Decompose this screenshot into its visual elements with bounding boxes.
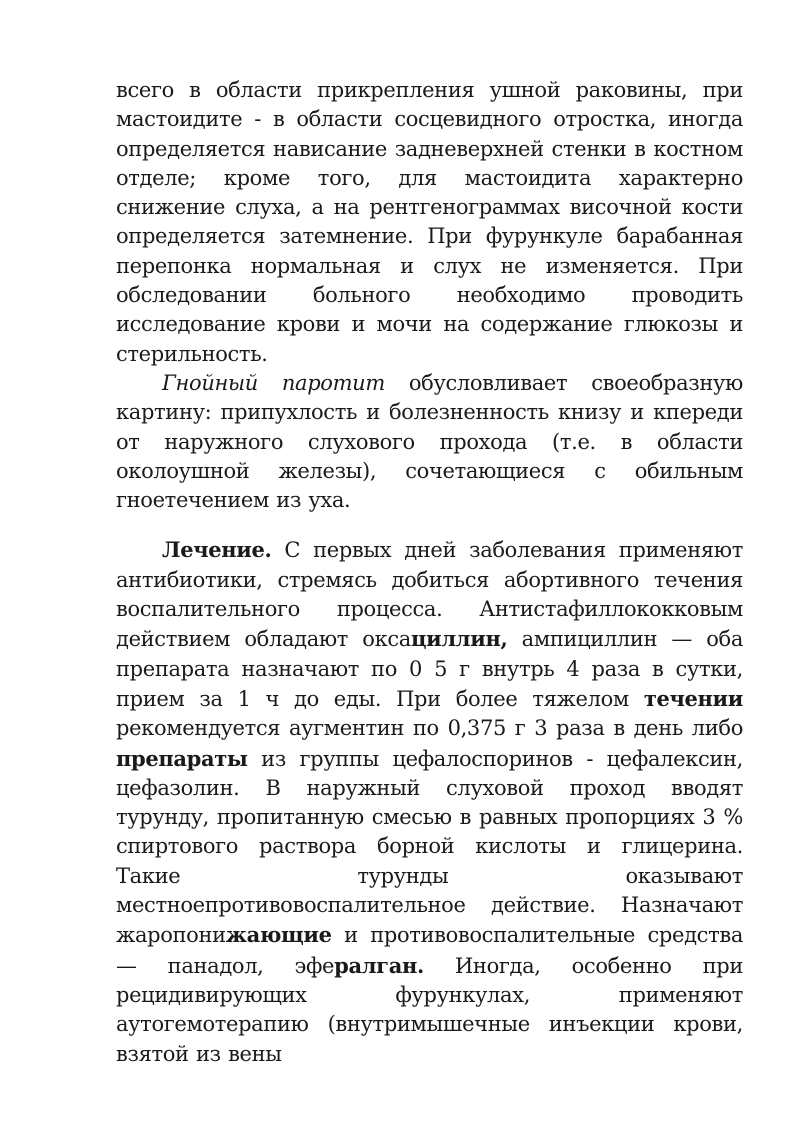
bold-text-run: препараты: [116, 745, 248, 771]
bold-text-run: циллин,: [410, 626, 508, 652]
text-run: рекомендуется аугментин по 0,375 г 3 раза в день либо: [116, 716, 743, 741]
text-run: ампициллин — оба препарата назначают по 0 5 г внутрь 4 раза в сутки, прием за 1 ч до еды. При более тяжелом: [116, 627, 744, 711]
text-run: обусловливает своеобразную картину: припухлость и болезненность книзу и кпереди от наружного слухового прохода (т.е. в области околоушной железы), сочетающиеся с обильным гноетечением из уха.: [116, 370, 743, 513]
text-run: из группы цефалоспоринов - цефалексин, цефазолин. В наружный слуховой проход вводят турунду, пропитанную смесью в равных пропорциях 3 % спиртового раствора борной кислоты и глицерина. Такие турунды оказывают местноепротивовоспалительное действие. Назначают жаропони: [116, 746, 743, 948]
paragraph-treatment: [116, 535, 743, 1068]
bold-text-run: Лечение.: [162, 537, 272, 563]
text-run: и противовоспалительные средства — панадол, эфе: [116, 923, 743, 978]
text-run: Иногда, особенно при рецидивирующих фурункулах, применяют аутогемотерапию (внутримышечные инъекции крови, взятой из вены: [116, 953, 744, 1066]
text-run: С первых дней заболевания применяют антибиотики, стремясь добиться абортивного течения воспалительного процесса. Антистафиллококковым действием обладают окса: [116, 538, 743, 652]
bold-text-run: ралган.: [334, 952, 424, 978]
italic-text-run: Гнойный паротит: [162, 370, 385, 395]
document-page: [116, 76, 743, 1069]
bold-text-run: течении: [643, 685, 743, 711]
paragraph-purulent-parotitis: [116, 369, 743, 515]
bold-text-run: жающие: [225, 922, 332, 948]
text-run: всего в области прикрепления ушной раковины, при мастоидите - в области сосцевидного отростка, иногда определяется нависание задневерхней стенки в костном отделе; кроме того, для мастоидита характерно снижение слуха, а на рентгенограммах височной кости определяется затемнение. При фурункуле барабанная перепонка нормальная и слух не изменяется. При обследовании больного необходимо проводить исследование крови и мочи на содержание глюкозы и стерильность.: [116, 78, 743, 366]
paragraph-differential-diagnosis: [116, 76, 743, 369]
